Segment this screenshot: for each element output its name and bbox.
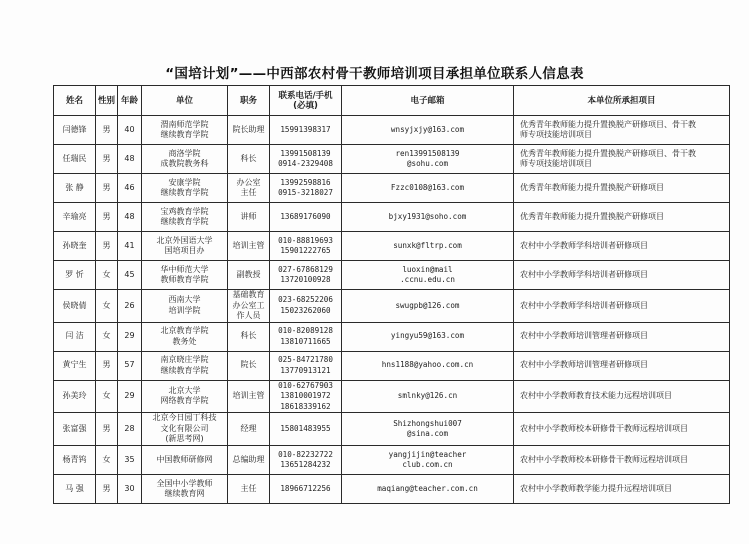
table-row: [54, 475, 730, 504]
cell-unit: 中国教师研修网: [142, 446, 228, 475]
table-row: [54, 290, 730, 323]
cell-name: 罗 忻: [54, 261, 96, 290]
cell-age: 45: [118, 261, 142, 290]
cell-gender: 女: [96, 261, 118, 290]
cell-phone: 13689176090: [270, 203, 342, 232]
cell-project: 农村中小学教师学科培训者研修项目: [514, 261, 730, 290]
cell-gender: 男: [96, 475, 118, 504]
cell-email: Shizhongshui007 @sina.com: [342, 413, 514, 446]
cell-age: 26: [118, 290, 142, 323]
cell-email: hns1188@yahoo.com.cn: [342, 351, 514, 380]
cell-phone: 18966712256: [270, 475, 342, 504]
cell-email: swugpb@126.com: [342, 290, 514, 323]
cell-name: 黄宁生: [54, 351, 96, 380]
cell-email: yingyu59@163.com: [342, 322, 514, 351]
cell-position: 院长: [228, 351, 270, 380]
cell-gender: 女: [96, 380, 118, 413]
cell-age: 48: [118, 203, 142, 232]
cell-position: 科长: [228, 145, 270, 174]
cell-age: 30: [118, 475, 142, 504]
cell-name: 马 强: [54, 475, 96, 504]
table-row: [54, 203, 730, 232]
header-gender: 性别: [96, 86, 118, 116]
cell-phone: 010-88819693 15901222765: [270, 232, 342, 261]
cell-gender: 男: [96, 351, 118, 380]
header-unit: 单位: [142, 86, 228, 116]
cell-gender: 女: [96, 446, 118, 475]
cell-name: 辛瑜亮: [54, 203, 96, 232]
table-row: [54, 380, 730, 413]
cell-unit: 西南大学 培训学院: [142, 290, 228, 323]
table-row: [54, 413, 730, 446]
cell-age: 48: [118, 145, 142, 174]
cell-age: 41: [118, 232, 142, 261]
header-phone: 联系电话/手机 (必填): [270, 86, 342, 116]
cell-gender: 男: [96, 413, 118, 446]
cell-position: 基础教育 办公室工 作人员: [228, 290, 270, 323]
cell-position: 科长: [228, 322, 270, 351]
cell-email: maqiang@teacher.com.cn: [342, 475, 514, 504]
cell-email: luoxin@mail .ccnu.edu.cn: [342, 261, 514, 290]
cell-age: 46: [118, 174, 142, 203]
table-row: [54, 322, 730, 351]
cell-phone: 15991398317: [270, 116, 342, 145]
page-title: “国培计划”——中西部农村骨干教师培训项目承担单位联系人信息表: [165, 66, 584, 82]
cell-unit: 北京外国语大学 国培项目办: [142, 232, 228, 261]
table-row: [54, 116, 730, 145]
cell-age: 57: [118, 351, 142, 380]
cell-unit: 华中师范大学 教师教育学院: [142, 261, 228, 290]
cell-project: 优秀青年教师能力提升置换脱产研修项目、骨干教 师专项技能培训项目: [514, 116, 730, 145]
cell-phone: 023-68252206 15023262060: [270, 290, 342, 323]
cell-unit: 北京教育学院 教务处: [142, 322, 228, 351]
table-row: [54, 232, 730, 261]
table-header-row: [54, 86, 730, 116]
table-row: [54, 145, 730, 174]
cell-position: 副教授: [228, 261, 270, 290]
table-row: [54, 261, 730, 290]
cell-gender: 女: [96, 290, 118, 323]
cell-name: 孙晓奎: [54, 232, 96, 261]
cell-email: ren13991508139 @sohu.com: [342, 145, 514, 174]
contact-table: [53, 85, 730, 504]
cell-email: bjxy1931@soho.com: [342, 203, 514, 232]
cell-gender: 男: [96, 116, 118, 145]
header-project: 本单位所承担项目: [514, 86, 730, 116]
cell-name: 孙美玲: [54, 380, 96, 413]
cell-phone: 010-82089128 13810711665: [270, 322, 342, 351]
cell-gender: 男: [96, 232, 118, 261]
cell-email: wnsyjxjy@163.com: [342, 116, 514, 145]
header-age: 年龄: [118, 86, 142, 116]
cell-unit: 北京大学 网络教育学院: [142, 380, 228, 413]
cell-name: 侯晓倩: [54, 290, 96, 323]
cell-name: 杨青钨: [54, 446, 96, 475]
cell-age: 29: [118, 380, 142, 413]
cell-unit: 商洛学院 成教院教务科: [142, 145, 228, 174]
cell-name: 闫德锋: [54, 116, 96, 145]
cell-email: smlnky@126.cn: [342, 380, 514, 413]
cell-project: 农村中小学教师培训管理者研修项目: [514, 351, 730, 380]
cell-position: 培训主管: [228, 232, 270, 261]
cell-name: 任瑞民: [54, 145, 96, 174]
cell-position: 办公室 主任: [228, 174, 270, 203]
table-row: [54, 174, 730, 203]
cell-project: 农村中小学教师学科培训者研修项目: [514, 232, 730, 261]
cell-project: 优秀青年教师能力提升置换脱产研修项目: [514, 174, 730, 203]
cell-gender: 女: [96, 322, 118, 351]
cell-name: 张富强: [54, 413, 96, 446]
cell-age: 40: [118, 116, 142, 145]
table-row: [54, 446, 730, 475]
cell-unit: 宝鸡教育学院 继续教育学院: [142, 203, 228, 232]
cell-unit: 渭南师范学院 继续教育学院: [142, 116, 228, 145]
cell-project: 优秀青年教师能力提升置换脱产研修项目: [514, 203, 730, 232]
cell-position: 总编助理: [228, 446, 270, 475]
cell-email: yangjijin@teacher club.com.cn: [342, 446, 514, 475]
cell-unit: 安康学院 继续教育学院: [142, 174, 228, 203]
cell-project: 农村中小学教师培训管理者研修项目: [514, 322, 730, 351]
cell-project: 农村中小学教师学科培训者研修项目: [514, 290, 730, 323]
cell-email: Fzzc0108@163.com: [342, 174, 514, 203]
cell-age: 35: [118, 446, 142, 475]
cell-gender: 男: [96, 145, 118, 174]
cell-position: 主任: [228, 475, 270, 504]
cell-position: 讲师: [228, 203, 270, 232]
cell-unit: 全国中小学教师 继续教育网: [142, 475, 228, 504]
cell-project: 农村中小学教师教学能力提升远程培训项目: [514, 475, 730, 504]
header-name: 姓名: [54, 86, 96, 116]
cell-phone: 13991508139 0914-2329408: [270, 145, 342, 174]
cell-phone: 010-62767903 13810001972 18618339162: [270, 380, 342, 413]
header-email: 电子邮箱: [342, 86, 514, 116]
cell-project: 农村中小学教师教育技术能力远程培训项目: [514, 380, 730, 413]
cell-name: 张 静: [54, 174, 96, 203]
cell-project: 农村中小学教师校本研修骨干教师远程培训项目: [514, 413, 730, 446]
cell-email: sunxk@fltrp.com: [342, 232, 514, 261]
cell-age: 29: [118, 322, 142, 351]
cell-phone: 027-67868129 13720100928: [270, 261, 342, 290]
cell-project: 优秀青年教师能力提升置换脱产研修项目、骨干教 师专项技能培训项目: [514, 145, 730, 174]
table-row: [54, 351, 730, 380]
cell-project: 农村中小学教师校本研修骨干教师远程培训项目: [514, 446, 730, 475]
cell-position: 培训主管: [228, 380, 270, 413]
header-position: 职务: [228, 86, 270, 116]
cell-phone: 010-82232722 13651284232: [270, 446, 342, 475]
cell-name: 闫 洁: [54, 322, 96, 351]
cell-gender: 男: [96, 174, 118, 203]
cell-gender: 男: [96, 203, 118, 232]
cell-position: 经理: [228, 413, 270, 446]
cell-age: 28: [118, 413, 142, 446]
table-body: [54, 116, 730, 504]
cell-phone: 15801483955: [270, 413, 342, 446]
cell-phone: 025-84721780 13770913121: [270, 351, 342, 380]
cell-unit: 南京晓庄学院 继续教育学院: [142, 351, 228, 380]
cell-phone: 13992598816 0915-3218027: [270, 174, 342, 203]
cell-position: 院长助理: [228, 116, 270, 145]
cell-unit: 北京今日园丁科技 文化有限公司 (新思考网): [142, 413, 228, 446]
